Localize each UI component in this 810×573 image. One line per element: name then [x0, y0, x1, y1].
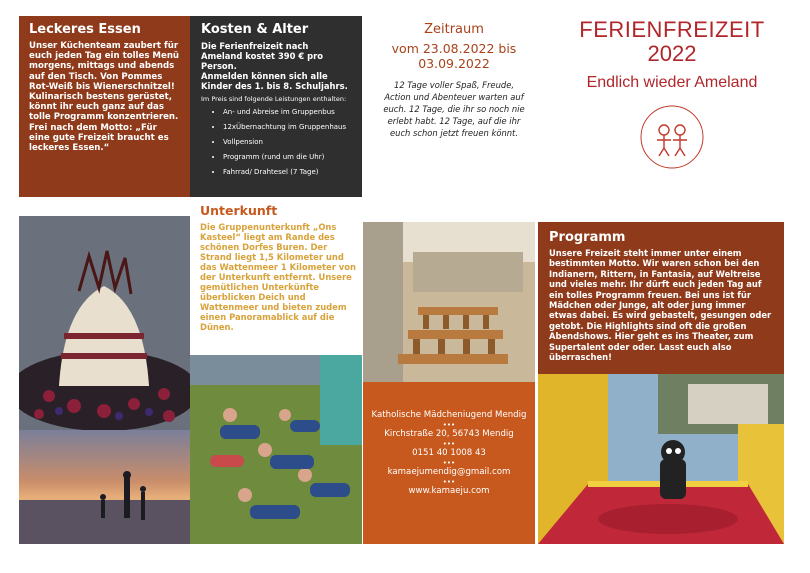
kosten-line2: Anmelden können sich alle Kinder des 1. bis 8. Schuljahrs.	[201, 71, 348, 91]
photo-sunset	[19, 430, 190, 544]
leckeres-essen-panel	[19, 16, 190, 197]
programm-body: Unsere Freizeit steht immer unter einem bestimmten Motto. Wir waren schon bei den Indianern, Rittern, in Fantasia, auf Weltreise und vieles mehr. Ihr dürft euch jeden Tag auf ein tolles Programm freuen. Bei uns ist für Mädchen oder Junge, alt oder jung immer etwas dabei. Es wird gebastelt, gesungen oder getobt. Die Highlights sind oft die großen Abendshows. Hier geht es ins Theater, zum Supertalent oder oder. Lasst euch also überraschen!	[549, 248, 772, 363]
cover-panel	[548, 18, 796, 193]
zeitraum-panel	[366, 22, 542, 202]
kosten-title: Kosten & Alter	[201, 22, 309, 37]
kontakt-separator: •••	[442, 478, 456, 486]
kontakt-web[interactable]: www.kamaeju.com	[408, 486, 490, 496]
photo-bouncy-castle	[538, 374, 784, 544]
photo-dining-room	[363, 222, 535, 382]
photo-kids-grass	[190, 355, 362, 544]
unterkunft-body: Die Gruppenunterkunft „Ons Kasteel“ liegt am Rande des schönen Dorfes Buren. Der Strand liegt 1,5 Kilometer und das Wattenmeer 1 Kilometer von der Unterkunft entfernt. Unsere gemütlichen Unterkünfte überblicken Deich und Wattenmeer und bieten zudem einen Panoramablick auf die Dünen.	[200, 222, 356, 332]
cake-image	[19, 216, 190, 430]
kosten-item: • Fahrrad/ Drahtesel (7 Tage)	[223, 167, 351, 177]
zeitraum-dates: vom 23.08.2022 bis 03.09.2022	[391, 41, 517, 71]
kids-grass-image	[190, 355, 362, 544]
kontakt-email[interactable]: kamaejumendig@gmail.com	[387, 467, 511, 477]
cover-subtitle: Endlich wieder Ameland	[586, 74, 758, 91]
kontakt-org: Katholische Mädcheniugend Mendig	[371, 410, 527, 420]
kmj-logo	[639, 104, 705, 170]
kontakt-phone[interactable]: 0151 40 1008 43	[412, 448, 486, 458]
cover-year: 2022	[647, 41, 697, 66]
zeitraum-title: Zeitraum	[424, 22, 484, 37]
kosten-item: • Vollpension	[223, 137, 351, 147]
leckeres-essen-title: Leckeres Essen	[29, 22, 141, 37]
kosten-item: • An- und Abreise im Gruppenbus	[223, 107, 351, 117]
kmj-logo-icon	[639, 104, 705, 170]
kosten-intro: Im Preis sind folgende Leistungen enthalten:	[201, 95, 347, 103]
unterkunft-panel	[196, 203, 362, 353]
kontakt-separator: •••	[442, 459, 456, 467]
dining-room-image	[363, 222, 535, 382]
leckeres-essen-body: Unser Küchenteam zaubert für euch jeden Tag ein tolles Menü morgens, mittags und abends auf den Tisch. Von Pommes Rot-Weiß bis Wienerschnitzel! Kulinarisch bestens gerüstet, könnt ihr euch ganz auf das tolle Programm konzentrieren. Frei nach dem Motto: „Für eine gute Freizeit braucht es leckeres Essen.“	[29, 41, 180, 154]
cover-title: FERIENFREIZEIT	[579, 17, 765, 42]
bouncy-castle-image	[538, 374, 784, 544]
kosten-item: • 12xÜbernachtung im Gruppenhaus	[223, 122, 351, 132]
kontakt-panel	[363, 382, 535, 544]
kontakt-address: Kirchstraße 20, 56743 Mendig	[384, 429, 514, 439]
unterkunft-title: Unterkunft	[200, 203, 278, 218]
kosten-panel	[190, 16, 362, 197]
sunset-image	[19, 430, 190, 544]
kontakt-separator: •••	[442, 421, 456, 429]
programm-title: Programm	[549, 230, 626, 245]
kosten-line1: Die Ferienfreizeit nach Ameland kostet 390 € pro Person.	[201, 41, 323, 71]
programm-panel	[538, 222, 784, 374]
kontakt-separator: •••	[442, 440, 456, 448]
kosten-list	[201, 107, 351, 177]
kosten-item: • Programm (rund um die Uhr)	[223, 152, 351, 162]
zeitraum-text: 12 Tage voller Spaß, Freude, Action und Abenteuer warten auf euch. 12 Tage, die ihr so noch nie erlebt habt. 12 Tage, auf die ihr euch schon jetzt freuen könnt.	[383, 80, 525, 138]
photo-cake	[19, 216, 190, 430]
